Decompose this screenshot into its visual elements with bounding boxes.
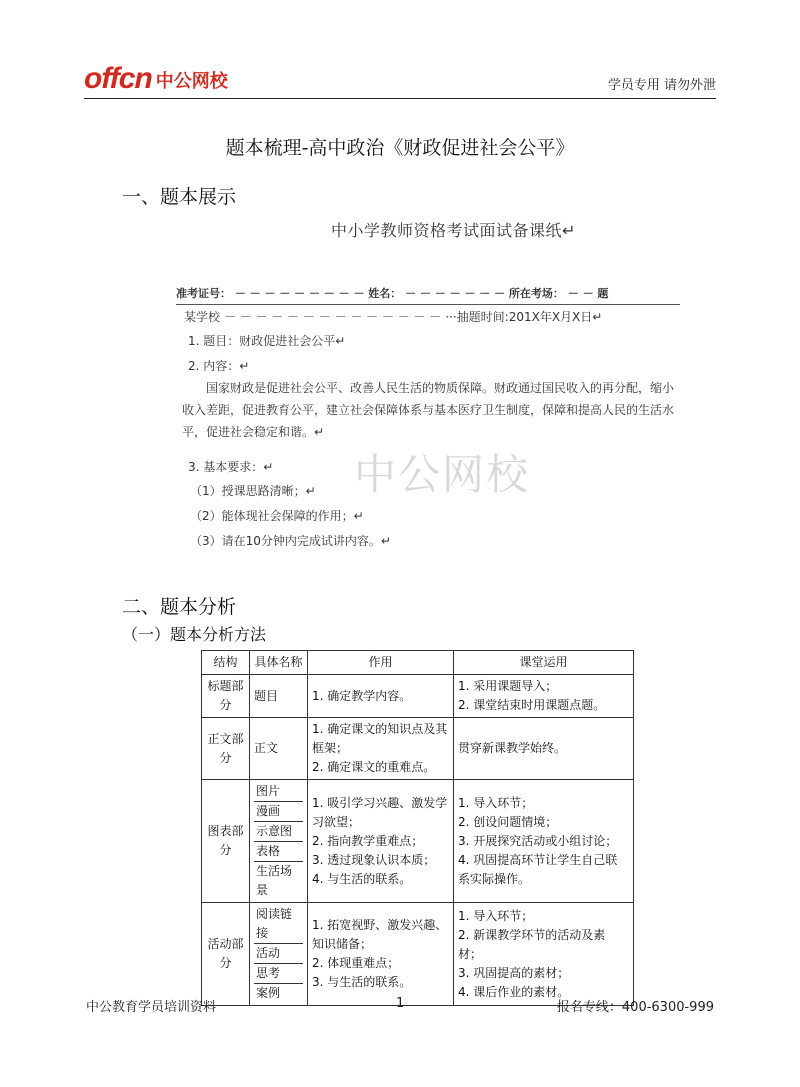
usage-line: 3. 开展探究活动或小组讨论； xyxy=(458,833,618,848)
table-header-row xyxy=(202,651,634,675)
structure-cell: 标题部分 xyxy=(202,675,250,718)
column-header: 结构 xyxy=(202,651,250,675)
name-item: 表格 xyxy=(254,842,303,862)
usage-line: 贯穿新课教学始终。 xyxy=(458,741,567,755)
table-row xyxy=(202,780,634,903)
usage-line: 1. 采用课题导入； xyxy=(458,679,558,693)
usage-line: 2. 创设问题情境； xyxy=(458,814,558,829)
role-cell xyxy=(308,903,454,1006)
role-cell xyxy=(308,718,454,780)
offcn-logo xyxy=(84,64,228,94)
structure-cell: 活动部分 xyxy=(202,903,250,1006)
analysis-table xyxy=(201,650,634,1006)
usage-line: 4. 课后作业的素材。 xyxy=(458,984,570,999)
column-header: 具体名称 xyxy=(250,651,308,675)
item-topic: 1. 题目：财政促进社会公平↵ xyxy=(188,334,346,348)
table-row xyxy=(202,718,634,780)
usage-cell xyxy=(454,780,634,903)
name-item: 活动 xyxy=(254,944,303,964)
role-line: 4. 与生活的联系。 xyxy=(312,871,412,886)
page-number: 1 xyxy=(396,996,405,1011)
usage-line: 2. 新课教学环节的活动及素材； xyxy=(458,927,606,961)
usage-line: 1. 导入环节； xyxy=(458,795,534,810)
sheet-title: 中小学教师资格考试面试备课纸↵ xyxy=(331,221,576,240)
usage-cell xyxy=(454,718,634,780)
document-title: 题本梳理-高中政治《财政促进社会公平》 xyxy=(225,137,575,159)
role-line: 1. 确定课文的知识点及其框架； xyxy=(312,722,448,755)
role-cell xyxy=(308,780,454,903)
name-item: 示意图 xyxy=(254,822,303,842)
item-content-label: 2. 内容：↵ xyxy=(188,359,250,373)
role-line: 3. 透过现象认识本质； xyxy=(312,852,436,867)
name-item: 图片 xyxy=(254,782,303,802)
name-item: 阅读链接 xyxy=(254,905,303,944)
watermark: 中公网校 xyxy=(354,450,531,499)
usage-line: 4. 巩固提高环节让学生自己联系实际操作。 xyxy=(458,852,618,886)
usage-line: 1. 导入环节； xyxy=(458,908,534,923)
column-header: 课堂运用 xyxy=(454,651,634,675)
role-line: 1. 确定教学内容。 xyxy=(312,688,412,703)
usage-line: 3. 巩固提高的素材； xyxy=(458,965,570,980)
role-line: 2. 指向教学重难点； xyxy=(312,833,424,848)
name-item: 案例 xyxy=(256,986,281,1000)
header-notice: 学员专用 请勿外泄 xyxy=(607,78,716,93)
role-cell xyxy=(308,675,454,718)
name-item: 思考 xyxy=(254,964,303,984)
role-line: 1. 拓宽视野、激发兴趣、知识储备； xyxy=(312,918,448,951)
name-cell xyxy=(250,780,308,903)
name-cell xyxy=(250,718,308,780)
table-row xyxy=(202,903,634,1006)
role-line: 2. 确定课文的重难点。 xyxy=(312,760,436,774)
name-cell xyxy=(250,675,308,718)
logo-english: offcn xyxy=(84,62,152,95)
table-row xyxy=(202,675,634,718)
name-cell xyxy=(250,903,308,1006)
name-item: 漫画 xyxy=(254,802,303,822)
requirement-1: （1）授课思路清晰；↵ xyxy=(190,484,316,498)
subsection-heading: （一）题本分析方法 xyxy=(122,625,267,644)
role-line: 3. 与生活的联系。 xyxy=(312,975,412,989)
usage-cell xyxy=(454,675,634,718)
structure-cell: 正文部分 xyxy=(202,718,250,780)
school-row: 某学校 － － － － － － － － － － － － － － ···抽题时间:201X年X月X日↵ xyxy=(184,310,603,324)
name-item: 正文 xyxy=(254,741,279,755)
structure-cell: 图表部分 xyxy=(202,780,250,903)
logo-chinese: 中公网校 xyxy=(155,71,228,92)
exam-prep-sheet xyxy=(176,212,680,552)
requirement-2: （2）能体现社会保障的作用；↵ xyxy=(190,509,364,523)
name-item: 题目 xyxy=(254,688,279,703)
candidate-info-row: 准考证号： － － － － － － － － － 姓名： － － － － － － － 所在考场： － － 题 xyxy=(176,285,680,305)
name-item: 生活场景 xyxy=(256,864,293,897)
usage-cell xyxy=(454,903,634,1006)
column-header: 作用 xyxy=(308,651,454,675)
role-line: 1. 吸引学习兴趣、激发学习欲望； xyxy=(312,795,448,829)
section-heading-2: 二、题本分析 xyxy=(122,596,237,618)
page-header xyxy=(84,58,716,99)
role-line: 2. 体现重难点； xyxy=(312,956,400,970)
section-heading-1: 一、题本展示 xyxy=(122,186,237,208)
item-requirements: 3. 基本要求：↵ xyxy=(188,460,274,474)
footer-hotline: 报名专线：400-6300-999 xyxy=(556,1000,714,1015)
content-paragraph: 国家财政是促进社会公平、改善人民生活的物质保障。财政通过国民收入的再分配，缩小收入差距，促进教育公平，建立社会保障体系与基本医疗卫生制度，保障和提高人民的生活水平，促进社会稳定和谐。↵ xyxy=(182,381,675,439)
requirement-3: （3）请在10分钟内完成试讲内容。↵ xyxy=(190,534,391,548)
usage-line: 2. 课堂结束时用课题点题。 xyxy=(458,698,606,712)
footer-left: 中公教育学员培训资料 xyxy=(86,1000,217,1015)
